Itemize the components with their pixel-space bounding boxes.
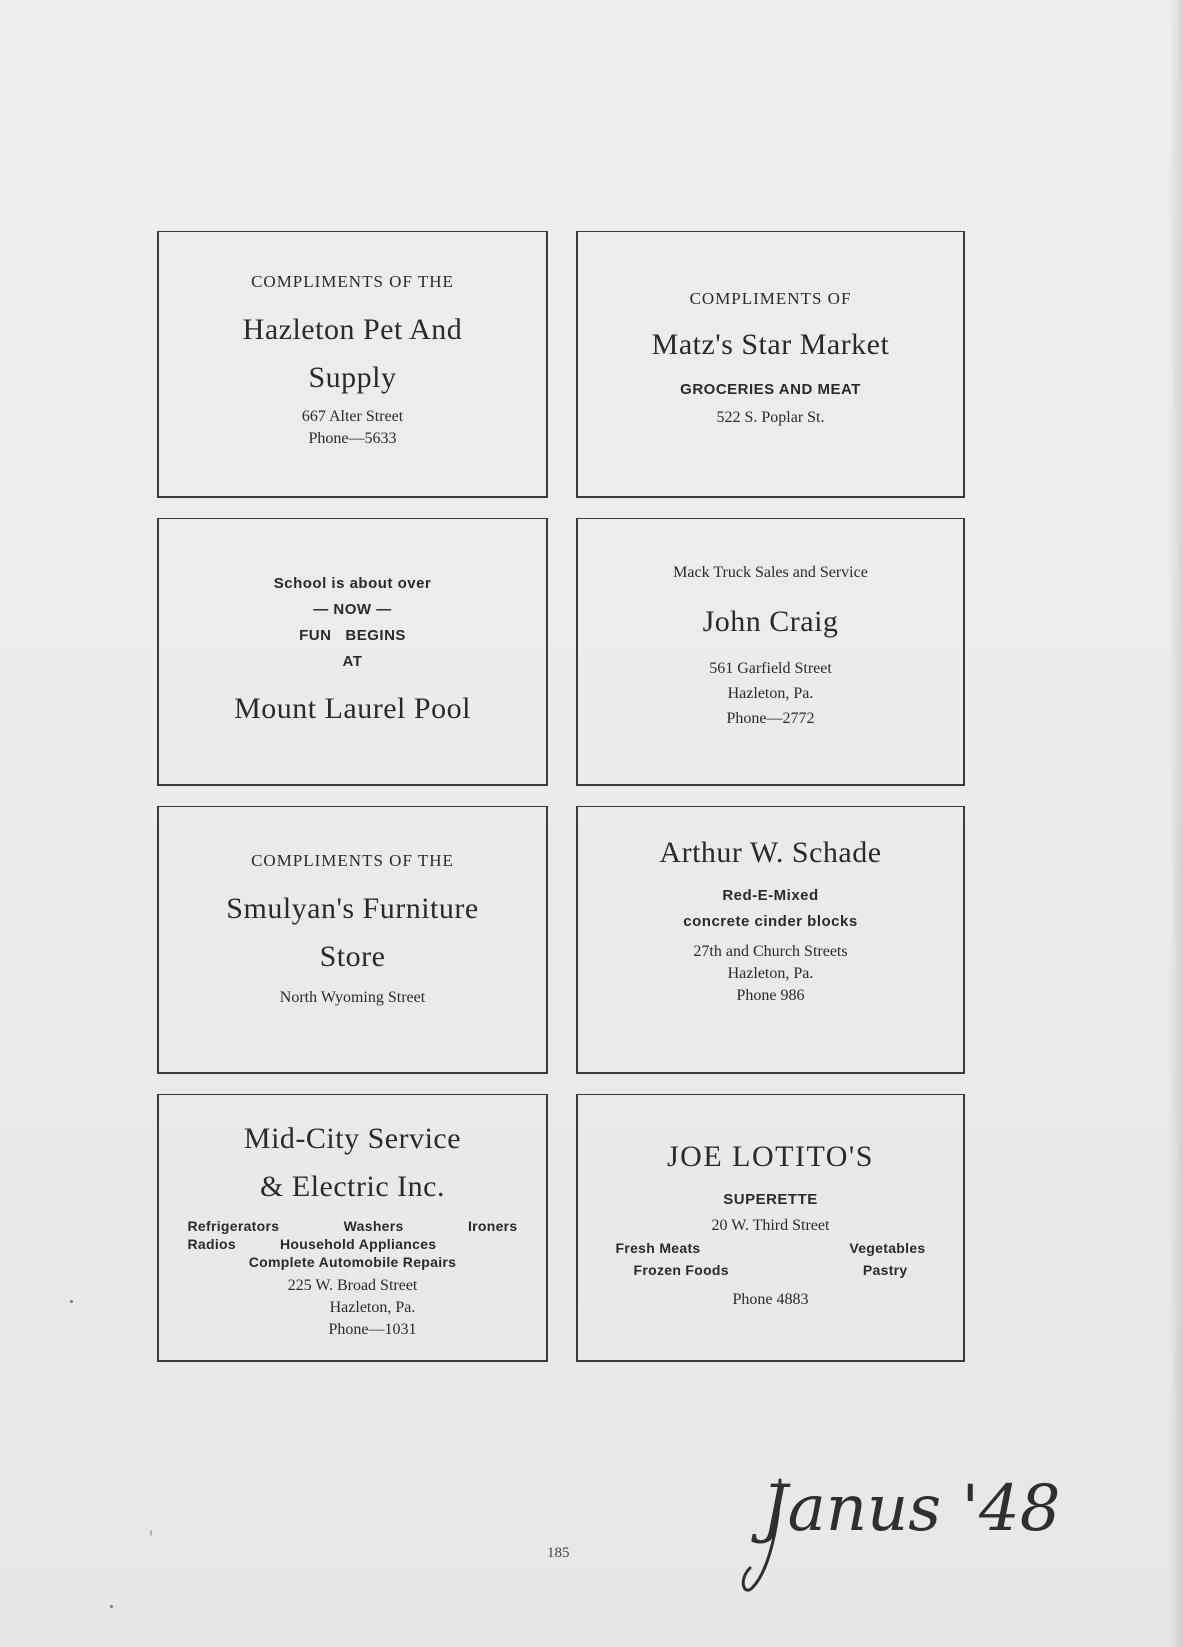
ad-smulyans-furniture xyxy=(157,806,548,1074)
ad-line: FUN BEGINS xyxy=(299,627,406,644)
paper-speck xyxy=(150,1530,152,1536)
ad-header: Mack Truck Sales and Service xyxy=(673,564,868,581)
ad-title: Hazleton Pet And xyxy=(242,313,463,346)
ad-line: AT xyxy=(342,653,363,670)
ad-title: Matz's Star Market xyxy=(651,328,890,361)
paper-speck xyxy=(110,1605,113,1608)
ad-item: Vegetables xyxy=(849,1240,926,1256)
ad-address: 522 S. Poplar St. xyxy=(716,409,825,426)
ad-items-row xyxy=(616,1237,926,1259)
ad-item: Refrigerators xyxy=(187,1218,280,1234)
ad-title: Mount Laurel Pool xyxy=(234,692,471,725)
ad-city: Hazleton, Pa. xyxy=(727,965,814,982)
ad-header: COMPLIMENTS OF THE xyxy=(251,851,454,870)
ad-hazleton-pet xyxy=(157,231,548,498)
ad-title: JOE LOTITO'S xyxy=(666,1140,874,1173)
ad-item: Frozen Foods xyxy=(633,1262,729,1278)
ad-tagline: GROCERIES AND MEAT xyxy=(680,381,861,398)
ad-items-row xyxy=(188,1235,518,1253)
ad-city: Hazleton, Pa. xyxy=(329,1299,416,1316)
ad-phone: Phone—1031 xyxy=(328,1321,417,1338)
page-number: 185 xyxy=(547,1545,570,1561)
ad-city: Hazleton, Pa. xyxy=(727,685,814,702)
ad-mount-laurel-pool xyxy=(157,518,548,786)
ad-line: School is about over xyxy=(273,575,432,592)
ad-mid-city-service xyxy=(157,1094,548,1362)
ad-tagline: concrete cinder blocks xyxy=(683,913,858,930)
ad-item: Fresh Meats xyxy=(615,1240,701,1256)
ad-header: COMPLIMENTS OF THE xyxy=(251,272,454,291)
ad-item: Household Appliances xyxy=(279,1236,437,1252)
ad-john-craig xyxy=(576,518,965,786)
ad-item: Radios xyxy=(187,1236,236,1252)
ad-phone: Phone 4883 xyxy=(732,1291,809,1308)
ad-address: 20 W. Third Street xyxy=(711,1217,830,1234)
ad-header: COMPLIMENTS OF xyxy=(689,289,852,308)
ad-line: — NOW — xyxy=(313,601,392,618)
ad-address: North Wyoming Street xyxy=(279,989,426,1006)
janus-48-signature xyxy=(740,1460,1070,1610)
ad-items-row xyxy=(188,1217,518,1235)
ad-address: 667 Alter Street xyxy=(301,408,404,425)
ad-address: 225 W. Broad Street xyxy=(287,1277,418,1294)
ad-joe-lotitos xyxy=(576,1094,965,1362)
ad-title: Mid-City Service xyxy=(243,1122,462,1155)
ad-address: 27th and Church Streets xyxy=(693,943,848,960)
ad-phone: Phone 986 xyxy=(736,987,805,1004)
ad-item: Ironers xyxy=(467,1218,518,1234)
ad-title: John Craig xyxy=(702,605,839,638)
ad-item: Washers xyxy=(343,1218,404,1234)
ad-tagline: Red-E-Mixed xyxy=(722,887,819,904)
ad-matz-star-market xyxy=(576,231,965,498)
ad-phone: Phone—2772 xyxy=(726,710,815,727)
ad-title: Arthur W. Schade xyxy=(659,836,882,869)
signature-text: Janus '48 xyxy=(762,1472,1061,1546)
ad-tagline: SUPERETTE xyxy=(723,1191,818,1208)
ad-item: Complete Automobile Repairs xyxy=(248,1254,457,1270)
ad-title: Smulyan's Furniture xyxy=(226,892,479,925)
ad-address: 561 Garfield Street xyxy=(709,660,832,677)
ad-item: Pastry xyxy=(862,1262,908,1278)
page-edge-shadow xyxy=(1169,0,1183,1647)
ad-phone: Phone—5633 xyxy=(308,430,397,447)
ad-title-continued: Store xyxy=(319,940,386,973)
paper-speck xyxy=(70,1300,73,1303)
ad-title-continued: & Electric Inc. xyxy=(260,1170,445,1203)
ad-items-row xyxy=(634,1259,908,1281)
ad-arthur-schade xyxy=(576,806,965,1074)
ad-title-continued: Supply xyxy=(308,361,397,394)
